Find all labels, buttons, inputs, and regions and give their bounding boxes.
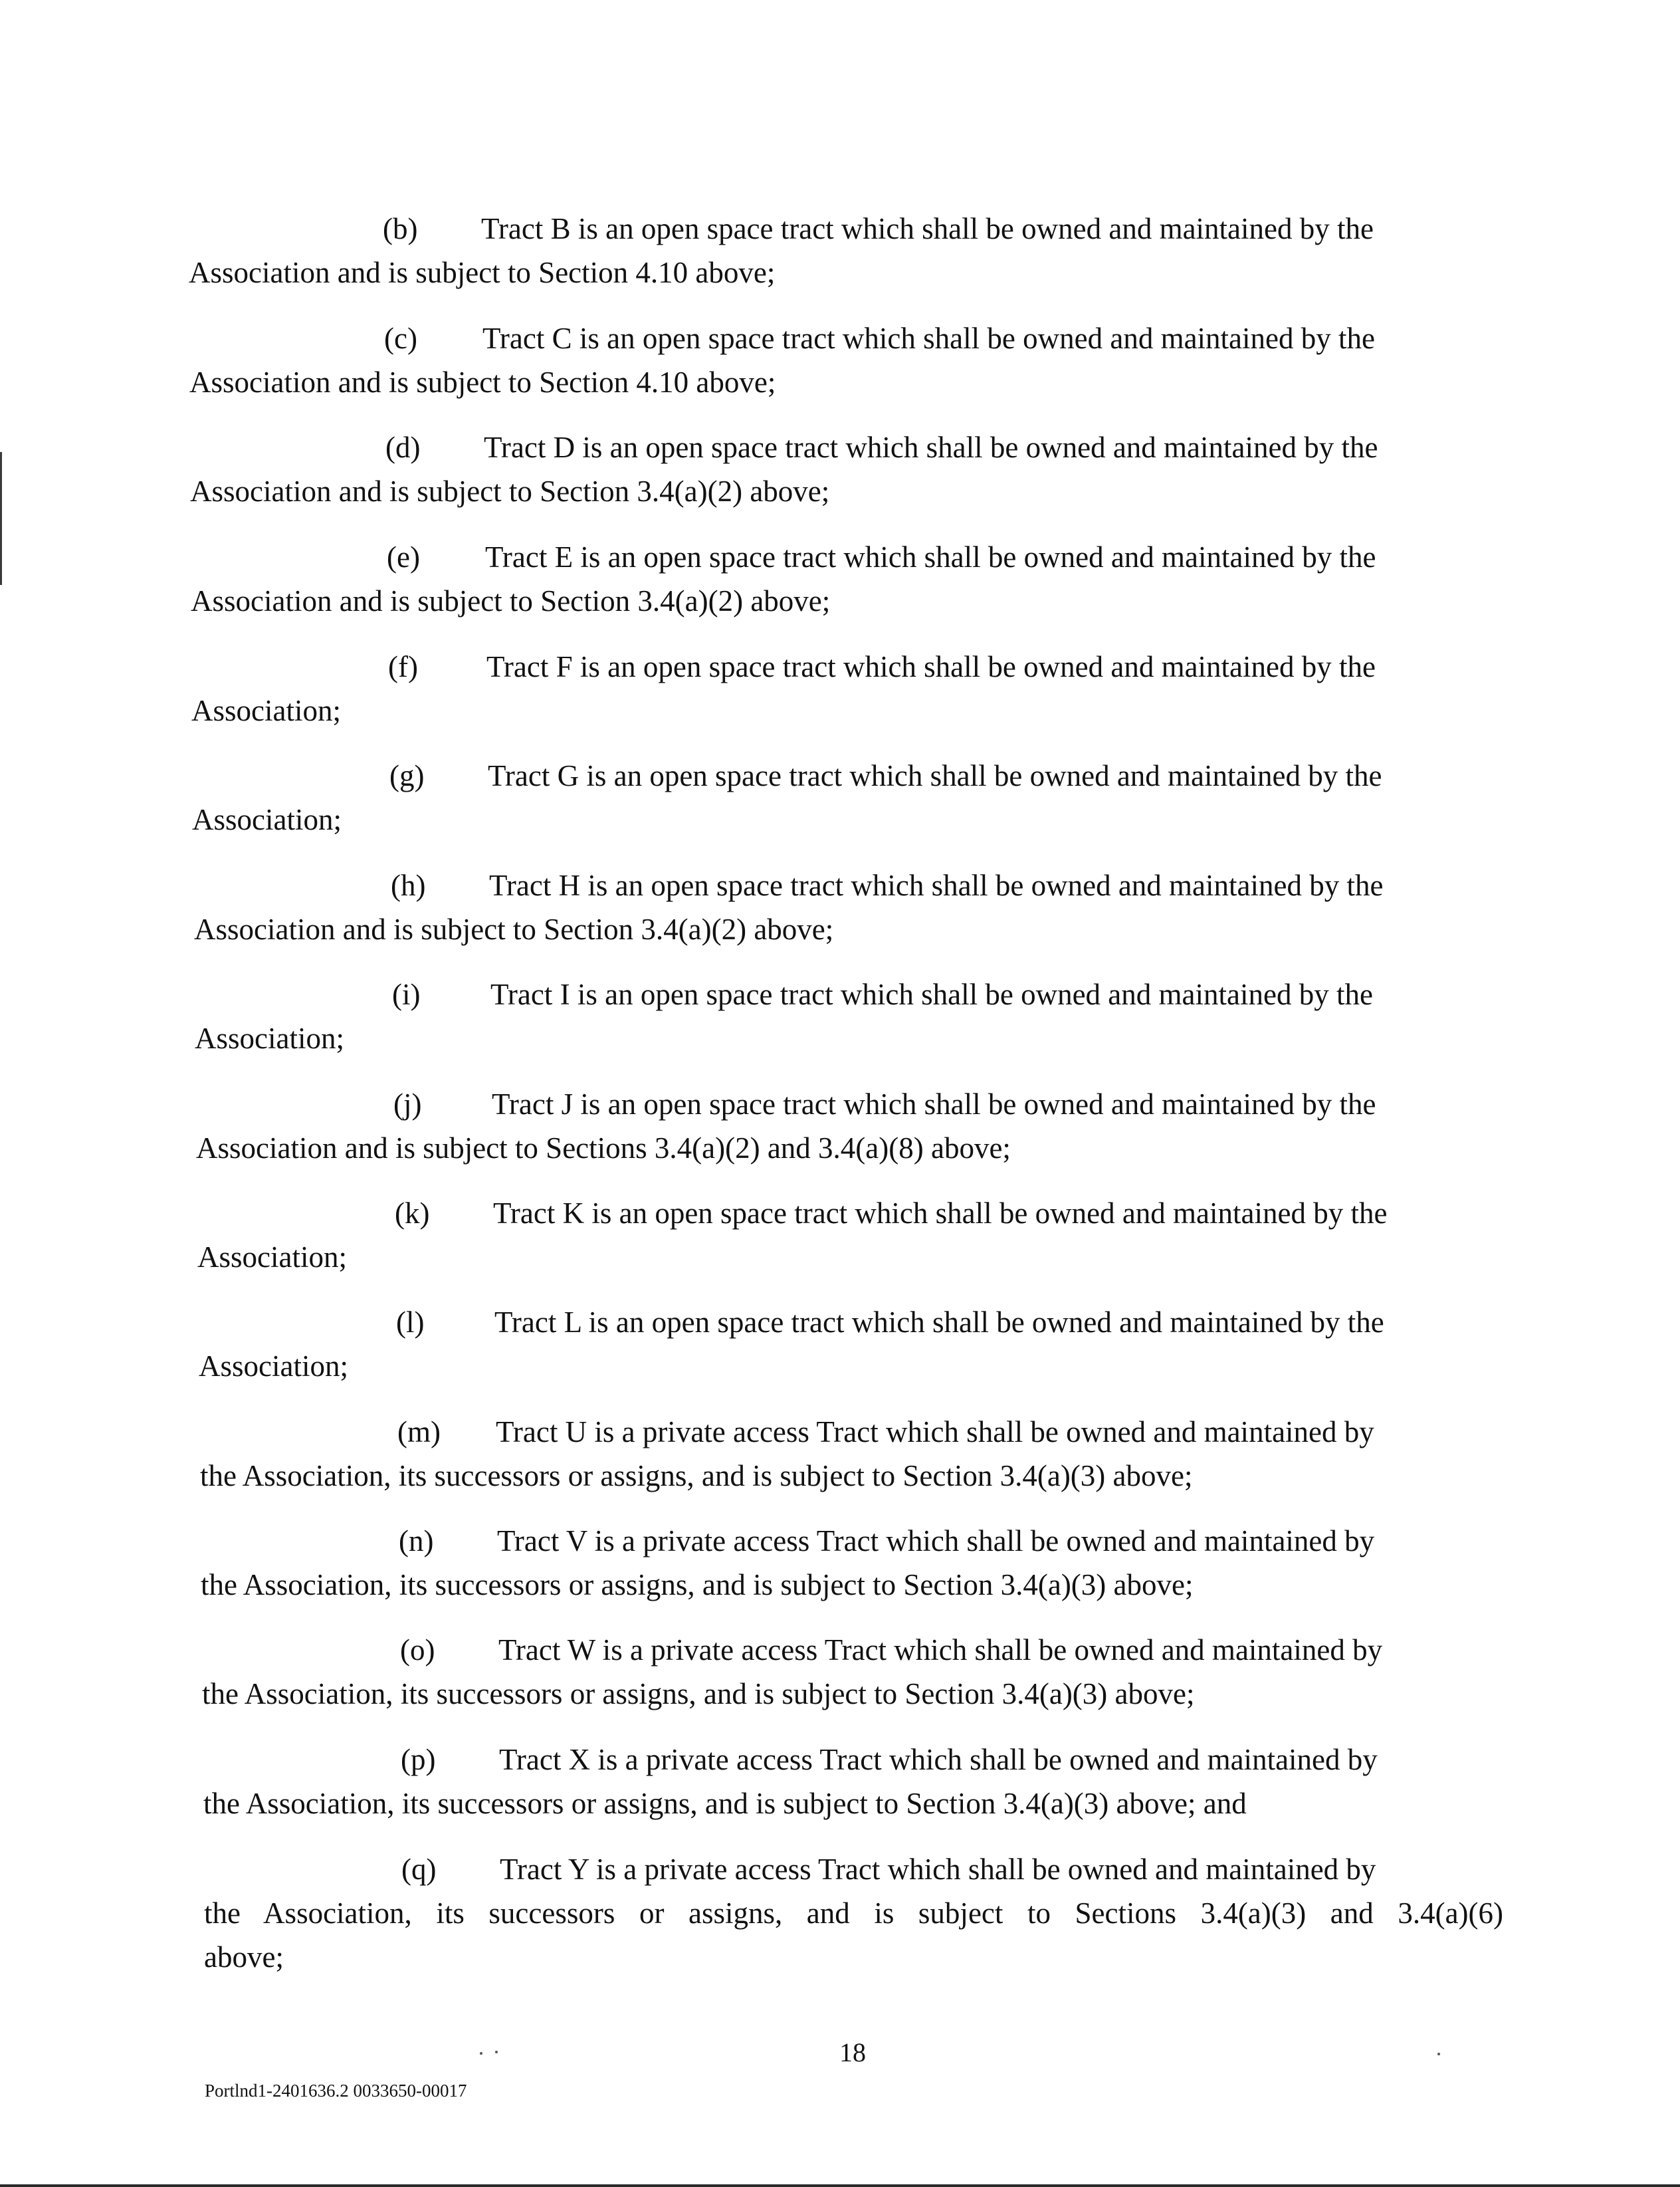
scan-bottom-edge (0, 2184, 1680, 2187)
list-item-d (0, 427, 1680, 520)
item-label: (e) (387, 540, 420, 574)
list-item-q (0, 1849, 1680, 1982)
item-first-line (389, 756, 1382, 796)
list-item-n (0, 1521, 1680, 1614)
item-label: (c) (384, 322, 417, 355)
item-text-line2: Association; (199, 1349, 348, 1383)
scan-speck (495, 2051, 498, 2053)
item-text-line2: Association and is subject to Section 4.10 above; (189, 366, 776, 399)
item-text-line1: Tract C is an open space tract which shall be owned and maintained by the (482, 322, 1375, 355)
item-text-line1: Tract H is an open space tract which shall be owned and maintained by the (489, 869, 1384, 902)
item-text-line1: Tract W is a private access Tract which shall be owned and maintained by (498, 1633, 1383, 1667)
item-text-line2: Association; (191, 694, 341, 727)
item-text-line2: Association and is subject to Section 3.4(a)(2) above; (191, 584, 831, 618)
list-item-m (0, 1412, 1680, 1505)
item-text-line2: the Association, its successors or assigns, and is subject to Section 3.4(a)(3) above; (200, 1459, 1193, 1492)
item-text-line1: Tract Y is a private access Tract which shall be owned and maintained by (500, 1853, 1376, 1886)
item-text-line1: Tract V is a private access Tract which shall be owned and maintained by (497, 1524, 1375, 1557)
item-label: (o) (400, 1633, 435, 1667)
item-first-line (401, 1849, 1376, 1889)
list-item-h (0, 865, 1680, 959)
item-first-line (399, 1521, 1374, 1561)
list-item-i (0, 975, 1680, 1068)
item-text-line1: Tract D is an open space tract which shall be owned and maintained by the (484, 431, 1378, 464)
item-first-line (396, 1302, 1384, 1342)
scan-speck (1437, 2053, 1440, 2055)
item-text-line1: Tract I is an open space tract which shall be owned and maintained by the (490, 978, 1373, 1011)
item-first-line (395, 1193, 1387, 1233)
item-label: (l) (396, 1306, 425, 1339)
item-label: (b) (383, 212, 418, 245)
item-text-line1: Tract G is an open space tract which shall be owned and maintained by the (488, 759, 1382, 792)
item-text-line2: Association and is subject to Section 3.4(a)(2) above; (190, 475, 830, 508)
item-first-line (392, 975, 1373, 1014)
item-text-line2: Association and is subject to Sections 3.4(a)(2) and 3.4(a)(8) above; (196, 1131, 1011, 1165)
list-item-j (0, 1084, 1680, 1177)
item-label: (q) (401, 1853, 437, 1886)
page-number: 18 (839, 2037, 866, 2067)
item-text-line1: Tract J is an open space tract which shall be owned and maintained by the (492, 1088, 1376, 1121)
item-label: (j) (393, 1088, 422, 1121)
item-label: (h) (391, 869, 426, 902)
item-text-line1: Tract U is a private access Tract which shall be owned and maintained by (496, 1415, 1374, 1448)
item-first-line (384, 318, 1375, 358)
list-item-c (0, 318, 1680, 411)
item-label: (d) (385, 431, 421, 464)
list-item-l (0, 1302, 1680, 1395)
item-first-line (400, 1630, 1382, 1670)
document-id: Portlnd1-2401636.2 0033650-00017 (205, 2081, 467, 2101)
item-text-line2: Association; (192, 803, 342, 836)
item-label: (f) (388, 650, 418, 683)
item-text-line2: the Association, its successors or assigns, and is subject to Section 3.4(a)(3) above; and (203, 1787, 1247, 1820)
item-text-line1: Tract L is an open space tract which shall be owned and maintained by the (494, 1306, 1384, 1339)
item-label: (n) (399, 1524, 434, 1557)
item-label: (p) (401, 1743, 436, 1776)
list-item-o (0, 1630, 1680, 1723)
item-text-line2: the Association, its successors or assigns, and is subject to Sections 3.4(a)(3) and 3.4(a)(6) (204, 1897, 1503, 1930)
item-text-line2: Association and is subject to Section 4.10 above; (189, 256, 776, 289)
item-text-line2: Association; (195, 1022, 344, 1055)
list-item-b (0, 209, 1680, 302)
item-text-line1: Tract E is an open space tract which shall be owned and maintained by the (485, 540, 1376, 574)
item-first-line (393, 1084, 1376, 1124)
item-label: (i) (392, 978, 421, 1011)
item-text-line1: Tract X is a private access Tract which shall be owned and maintained by (499, 1743, 1378, 1776)
item-first-line (383, 209, 1374, 249)
item-text-line2: the Association, its successors or assigns, and is subject to Section 3.4(a)(3) above; (202, 1677, 1195, 1710)
item-text-line1: Tract B is an open space tract which shall be owned and maintained by the (481, 212, 1374, 245)
item-text-line2: Association; (197, 1240, 347, 1274)
item-first-line (397, 1412, 1374, 1452)
item-first-line (391, 865, 1383, 905)
item-text-line1: Tract K is an open space tract which shall be owned and maintained by the (493, 1197, 1388, 1230)
item-label: (m) (397, 1415, 441, 1448)
list-item-p (0, 1740, 1680, 1833)
item-text-line2: the Association, its successors or assigns, and is subject to Section 3.4(a)(3) above; (201, 1568, 1194, 1601)
scan-speck (480, 2052, 482, 2055)
item-label: (k) (395, 1197, 430, 1230)
item-label: (g) (389, 759, 425, 792)
item-first-line (401, 1740, 1378, 1780)
item-first-line (388, 647, 1376, 687)
item-first-line (387, 537, 1376, 577)
item-first-line (385, 427, 1378, 467)
list-item-g (0, 756, 1680, 849)
item-text-line3: above; (204, 1940, 284, 1974)
list-item-f (0, 647, 1680, 740)
list-item-k (0, 1193, 1680, 1286)
item-text-line2: Association and is subject to Section 3.4(a)(2) above; (194, 913, 834, 946)
item-text-line1: Tract F is an open space tract which shall be owned and maintained by the (486, 650, 1376, 683)
list-item-e (0, 537, 1680, 630)
